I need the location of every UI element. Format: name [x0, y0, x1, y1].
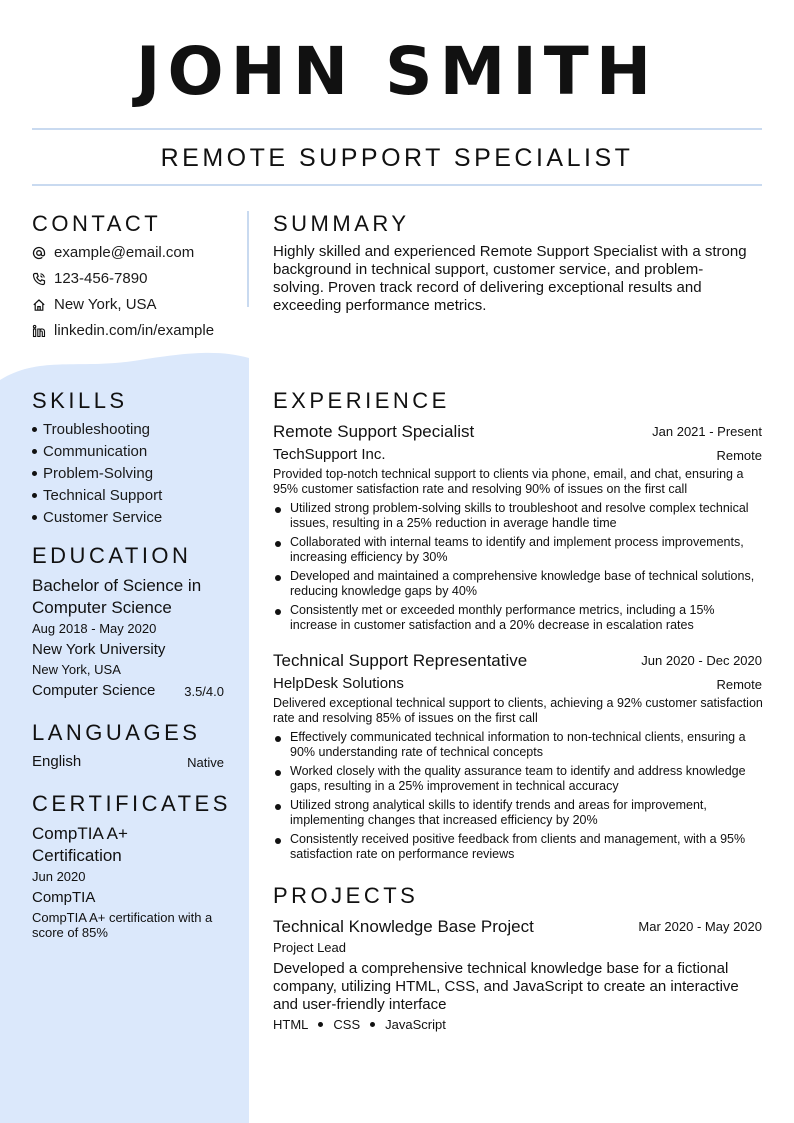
- projects-title: PROJECTS: [273, 883, 419, 908]
- language-name: English: [32, 753, 82, 770]
- education-title: EDUCATION: [32, 543, 192, 568]
- skill-item: Technical Support: [32, 486, 162, 506]
- job-company: TechSupport Inc.: [273, 446, 386, 463]
- project-dates: Mar 2020 - May 2020: [638, 919, 762, 934]
- project-description: Developed a comprehensive technical knowledge base for a fictional company, utilizing HTML, CSS, and JavaScript to create an interactive and user-friendly interface: [273, 960, 739, 1013]
- certificate-issuer: CompTIA: [32, 889, 96, 906]
- education-field: Computer Science: [32, 682, 156, 699]
- project-role: Project Lead: [273, 940, 346, 955]
- contact-linkedin-text: linkedin.com/in/example: [54, 322, 215, 339]
- education-dates: Aug 2018 - May 2020: [32, 621, 157, 636]
- project-name: Technical Knowledge Base Project: [273, 917, 534, 936]
- job-role: Technical Support Representative: [273, 651, 528, 670]
- certificates-title: CERTIFICATES: [32, 791, 231, 816]
- contact-phone-text: 123-456-7890: [54, 270, 148, 287]
- education-degree-line1: Bachelor of Science in: [32, 576, 202, 595]
- skill-item: Communication: [32, 442, 147, 462]
- skills-title: SKILLS: [32, 388, 128, 413]
- skill-item: Customer Service: [32, 508, 162, 528]
- education-location: New York, USA: [32, 662, 121, 677]
- skill-item: Troubleshooting: [32, 420, 150, 440]
- resume-role: REMOTE SUPPORT SPECIALIST: [160, 144, 634, 172]
- experience-title: EXPERIENCE: [273, 388, 450, 413]
- summary-text: Highly skilled and experienced Remote Support Specialist with a strong background in technical support, customer service, and problem-solving. Proven track record of delivering exceptional results and exceeding performance metrics.: [273, 243, 747, 314]
- education-gpa: 3.5/4.0: [184, 684, 224, 699]
- education-degree-line2: Computer Science: [32, 598, 172, 617]
- certificate-desc-line1: CompTIA A+ certification with a: [32, 910, 213, 925]
- skill-item: Problem-Solving: [32, 464, 153, 484]
- contact-title: CONTACT: [32, 211, 162, 236]
- languages-title: LANGUAGES: [32, 720, 201, 745]
- tech-item: JavaScript: [385, 1017, 446, 1032]
- language-level: Native: [187, 755, 224, 770]
- tech-item: CSS: [333, 1017, 361, 1032]
- header-rule-bottom: [32, 184, 762, 186]
- job-dates: Jun 2020 - Dec 2020: [641, 653, 762, 668]
- job-role: Remote Support Specialist: [273, 422, 475, 441]
- column-divider: [247, 211, 249, 307]
- contact-email-text: example@email.com: [54, 244, 195, 261]
- project-tech-list: [273, 1016, 446, 1033]
- job-description: Provided top-notch technical support to clients via phone, email, and chat, ensuring a 95% customer satisfaction rate and resolving 90% of issues on the first call: [273, 467, 744, 496]
- job-company: HelpDesk Solutions: [273, 675, 404, 692]
- summary-title: SUMMARY: [273, 211, 410, 236]
- certificate-desc-line2: score of 85%: [32, 925, 108, 940]
- job-description: Delivered exceptional technical support to clients, achieving a 92% customer satisfaction rate and resolving 85% of issues on the first call: [273, 696, 763, 725]
- at-icon: [32, 246, 46, 260]
- education-school: New York University: [32, 641, 166, 658]
- phone-icon: [32, 272, 46, 286]
- certificate-name-line1: CompTIA A+: [32, 824, 128, 843]
- header-rule-top: [32, 128, 762, 130]
- job-location: Remote: [716, 677, 762, 692]
- home-icon: [32, 298, 46, 312]
- certificate-name-line2: Certification: [32, 846, 122, 865]
- contact-location-text: New York, USA: [54, 296, 157, 313]
- certificate-date: Jun 2020: [32, 869, 86, 884]
- tech-item: HTML: [273, 1017, 309, 1032]
- job-location: Remote: [716, 448, 762, 463]
- job-dates: Jan 2021 - Present: [652, 424, 762, 439]
- linkedin-icon: [32, 324, 46, 338]
- resume-name: JOHN SMITH: [135, 33, 659, 110]
